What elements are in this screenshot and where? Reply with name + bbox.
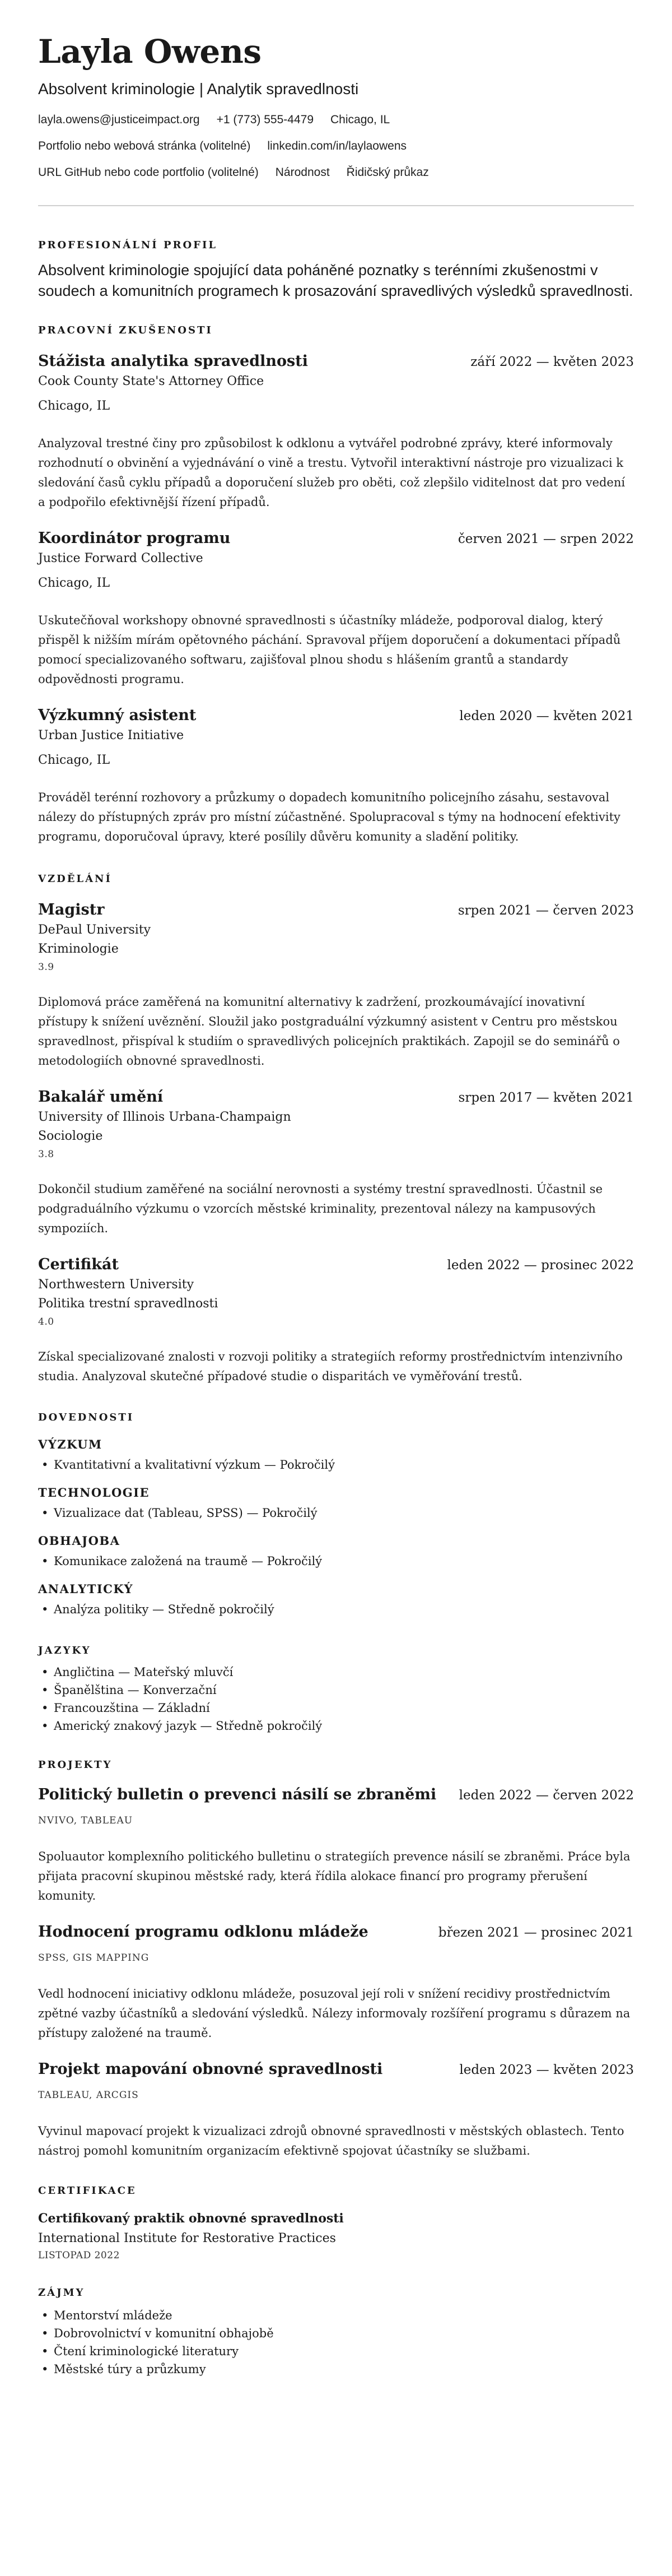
education-description: Dokončil studium zaměřené na sociální nerovnosti a systémy trestní spravedlnosti. Účastnil se podgraduálního výzkumu o vzorcích městské kriminality, prezentoval nálezy na kampusových sympoziích. <box>38 1182 603 1235</box>
job-organization: Justice Forward Collective <box>38 551 203 565</box>
certification-name: Certifikovaný praktik obnovné spravedlnosti <box>38 2211 344 2226</box>
section-title: PRACOVNÍ ZKUŠENOSTI <box>38 324 213 336</box>
project-name: Politický bulletin o prevenci násilí se zbraněmi <box>38 1786 437 1803</box>
portfolio-link[interactable]: Portfolio nebo webová stránka (volitelné) <box>38 140 251 152</box>
project-dates: leden 2023 — květen 2023 <box>459 2063 634 2077</box>
experience-entry <box>38 529 634 689</box>
certification-date: LISTOPAD 2022 <box>38 2250 120 2261</box>
section-title: DOVEDNOSTI <box>38 1412 134 1423</box>
experience-entry <box>38 706 634 847</box>
field-of-study: Kriminologie <box>38 942 119 956</box>
nationality: Národnost <box>275 166 330 179</box>
degree-dates: leden 2022 — prosinec 2022 <box>447 1258 634 1273</box>
school-name: DePaul University <box>38 923 151 937</box>
degree-dates: srpen 2017 — květen 2021 <box>458 1090 634 1105</box>
job-title: Výzkumný asistent <box>38 707 197 724</box>
project-description: Vedl hodnocení iniciativy odklonu mládeže, posuzoval její roli v snížení recidivy prostřednictvím zpětné vazby účastníků a sledování výsledků. Nálezy informovaly rozšíření programu s důrazem na přístupy založené na traumě. <box>38 1987 631 2040</box>
job-organization: Cook County State's Attorney Office <box>38 374 264 388</box>
education-section <box>38 872 634 1386</box>
gpa: 3.9 <box>38 962 54 973</box>
job-dates: září 2022 — květen 2023 <box>470 355 634 369</box>
gpa: 3.8 <box>38 1149 54 1160</box>
section-title: VZDĚLÁNÍ <box>38 873 112 885</box>
field-of-study: Politika trestní spravedlnosti <box>38 1297 218 1311</box>
job-title: Stážista analytika spravedlnosti <box>38 352 308 370</box>
skill-item: • Komunikace založená na traumě — Pokročilý <box>54 1552 634 1570</box>
profile-text: Absolvent kriminologie spojující data poháněné poznatky s terénními zkušenostmi v soudech a komunitních programech k prosazování spravedlivých výsledků spravedlnosti. <box>38 262 633 299</box>
job-location: Chicago, IL <box>38 576 110 590</box>
interest-item: • Dobrovolnictví v komunitní obhajobě <box>54 2324 634 2342</box>
skill-item: • Kvantitativní a kvalitativní výzkum — Pokročilý <box>54 1456 634 1474</box>
job-title: Koordinátor programu <box>38 530 231 547</box>
languages-section <box>38 1644 634 1735</box>
skill-category-name: VÝZKUM <box>38 1437 102 1451</box>
job-dates: červen 2021 — srpen 2022 <box>458 532 634 546</box>
project-technologies: TABLEAU, ARCGIS <box>38 2090 139 2101</box>
education-entry <box>38 1255 634 1386</box>
project-dates: březen 2021 — prosinec 2021 <box>438 1925 634 1940</box>
degree-title: Certifikát <box>38 1256 119 1273</box>
github-link[interactable]: URL GitHub nebo code portfolio (volitelné) <box>38 166 259 179</box>
project-name: Hodnocení programu odklonu mládeže <box>38 1923 368 1941</box>
skill-item: • Vizualizace dat (Tableau, SPSS) — Pokročilý <box>54 1504 634 1522</box>
project-entry <box>38 1785 634 1906</box>
project-technologies: NVIVO, TABLEAU <box>38 1815 133 1826</box>
contact-row <box>38 112 634 128</box>
job-location: Chicago, IL <box>38 753 110 767</box>
interest-item: • Mentorství mládeže <box>54 2306 634 2324</box>
skill-category <box>38 1485 634 1522</box>
contact-links-row <box>38 138 634 154</box>
job-location: Chicago, IL <box>38 399 110 413</box>
project-description: Vyvinul mapovací projekt k vizualizaci zdrojů obnovné spravedlnosti v městských oblastech. Tento nástroj pomohl komunitním organizacím efektivně spojovat účastníky se službami. <box>38 2124 624 2157</box>
project-entry <box>38 1923 634 2043</box>
candidate-name: Layla Owens <box>38 33 262 71</box>
project-name: Projekt mapování obnovné spravedlnosti <box>38 2060 383 2078</box>
education-entry <box>38 901 634 1071</box>
profile-section <box>38 239 634 301</box>
certification-issuer: International Institute for Restorative Practices <box>38 2231 336 2245</box>
certifications-section <box>38 2184 634 2262</box>
project-technologies: SPSS, GIS MAPPING <box>38 1952 150 1964</box>
candidate-tagline: Absolvent kriminologie | Analytik spravedlnosti <box>38 80 359 98</box>
certification-entry <box>38 2210 634 2262</box>
school-name: University of Illinois Urbana-Champaign <box>38 1110 291 1124</box>
project-dates: leden 2022 — červen 2022 <box>459 1788 634 1803</box>
linkedin-link[interactable]: linkedin.com/in/laylaowens <box>267 140 407 152</box>
contact-city: Chicago, IL <box>330 113 390 126</box>
degree-title: Bakalář umění <box>38 1088 164 1106</box>
resume-header <box>38 0 634 206</box>
experience-entry <box>38 352 634 512</box>
contact-phone[interactable]: +1 (773) 555-4479 <box>216 113 314 126</box>
degree-dates: srpen 2021 — červen 2023 <box>458 903 634 918</box>
language-item: • Americký znakový jazyk — Středně pokročilý <box>54 1717 634 1735</box>
section-title: PROJEKTY <box>38 1759 113 1771</box>
interest-item: • Městské túry a průzkumy <box>54 2360 634 2378</box>
drivers-license: Řidičský průkaz <box>346 166 429 179</box>
experience-section <box>38 324 634 847</box>
section-title: CERTIFIKACE <box>38 2185 137 2197</box>
interest-item: • Čtení kriminologické literatury <box>54 2342 634 2360</box>
education-entry <box>38 1088 634 1238</box>
section-title: PROFESIONÁLNÍ PROFIL <box>38 239 218 251</box>
skill-category <box>38 1533 634 1570</box>
job-description: Prováděl terénní rozhovory a průzkumy o dopadech komunitního policejního zásahu, sestavoval nálezy do přístupných zpráv pro místní zúčastněné. Spolupracoval s týmy na hodnocení efektivity programu, doporučoval úpravy, které posílily důvěru komunity a sladění politiky. <box>38 791 620 843</box>
skill-category-name: TECHNOLOGIE <box>38 1486 150 1500</box>
skill-item: • Analýza politiky — Středně pokročilý <box>54 1600 634 1618</box>
education-description: Diplomová práce zaměřená na komunitní alternativy k zadržení, prozkoumávající inovativní přístupy k snížení uvěznění. Sloužil jako postgraduální výzkumný asistent v Centru pro městskou spravedlnost, přispíval k studiím o spravedlivých policejních praktikách. Zapojil se do seminářů o metodologiích obnovné spravedlnosti. <box>38 995 620 1067</box>
job-description: Uskutečňoval workshopy obnovné spravedlnosti s účastníky mládeže, podporoval dialog, který přispěl k nižším mírám opětovného páchání. Spravoval příjem doporučení a dokumentaci případů pomocí specializovaného softwaru, zajišťoval plnou shodu s hlášením grantů a standardy odpovědnosti programu. <box>38 614 621 686</box>
header-divider <box>38 205 634 206</box>
education-description: Získal specializované znalosti v rozvoji politiky a strategiích reformy prostřednictvím intenzivního studia. Analyzoval skutečné případové studie o disparitách ve vyměřování trestů. <box>38 1350 623 1383</box>
project-description: Spoluautor komplexního politického bulletinu o strategiích prevence násilí se zbraněmi. Práce byla přijata pracovní skupinou městské rady, která řídila alokace financí pro programy přerušení komunity. <box>38 1850 631 1902</box>
project-entry <box>38 2060 634 2161</box>
projects-section <box>38 1758 634 2161</box>
job-description: Analyzoval trestné činy pro způsobilost k odklonu a vytvářel podrobné zprávy, které informovaly rozhodnutí o obvinění a vyjednávání o vině a trestu. Vytvořil interaktivní nástroje pro vizualizaci k sledování časů cyklu případů a doporučení služeb pro oběti, což zlepšilo viditelnost dat pro vedení a podpořilo efektivnější řízení případů. <box>38 437 626 509</box>
language-item: • Francouzština — Základní <box>54 1699 634 1717</box>
skills-section <box>38 1411 634 1618</box>
job-organization: Urban Justice Initiative <box>38 728 184 742</box>
school-name: Northwestern University <box>38 1278 194 1292</box>
language-item: • Španělština — Konverzační <box>54 1681 634 1699</box>
contact-email[interactable]: layla.owens@justiceimpact.org <box>38 113 200 126</box>
skill-category <box>38 1437 634 1474</box>
skill-category-name: ANALYTICKÝ <box>38 1582 134 1596</box>
gpa: 4.0 <box>38 1316 54 1328</box>
job-dates: leden 2020 — květen 2021 <box>459 709 634 723</box>
interests-section <box>38 2286 634 2378</box>
contact-extra-row <box>38 165 634 180</box>
section-title: ZÁJMY <box>38 2287 85 2299</box>
skill-category <box>38 1581 634 1618</box>
skill-category-name: OBHAJOBA <box>38 1534 120 1548</box>
section-title: JAZYKY <box>38 1645 91 1656</box>
degree-title: Magistr <box>38 901 105 918</box>
language-item: • Angličtina — Mateřský mluvčí <box>54 1663 634 1681</box>
field-of-study: Sociologie <box>38 1129 103 1143</box>
